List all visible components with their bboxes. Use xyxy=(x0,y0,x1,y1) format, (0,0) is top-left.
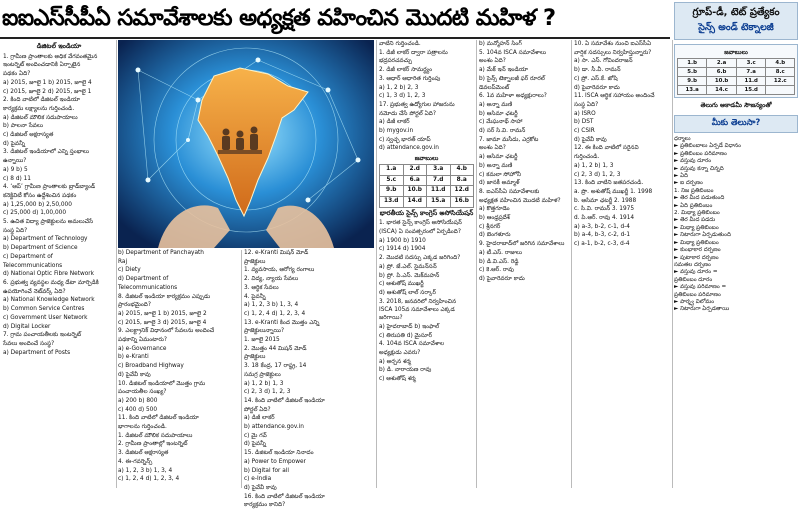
text-line: ► వస్తువు దూరం = xyxy=(674,269,718,276)
text-line: d) Digital Locker xyxy=(3,323,51,330)
answer-cell: 7.a xyxy=(736,68,766,77)
answer-cell: 1.a xyxy=(380,164,404,175)
text-line: d) పైవన్నీ xyxy=(3,140,26,147)
text-line: a) 1, 2 b) 2, 3 xyxy=(379,84,419,91)
text-line: b) Department of Panchayath xyxy=(118,250,204,256)
question-list xyxy=(244,250,374,510)
text-line: b) మన్మోహన్‌ సింగ్‌ xyxy=(479,41,522,47)
section-heading: డిజిటల్‌ ఇండియా xyxy=(36,42,82,50)
text-line: a) ఆసిమా ఛటర్జీ xyxy=(479,154,518,161)
text-line: ► తెర మీద పడదు xyxy=(674,217,716,224)
answer-cell: 1.b xyxy=(678,59,707,68)
headline: ఐఐఎస్‌సీపీఏ సమావేశాలకు అధ్యక్షత వహించిన మొదటి మహిళ ? xyxy=(2,5,556,31)
text-line: పంచాయతీల సంఖ్య? xyxy=(118,389,167,396)
column-divider xyxy=(116,40,117,488)
text-line: 7. జామా మసీదు, ఎర్రకోట xyxy=(479,136,539,143)
text-line: అంశం ఏది? xyxy=(479,145,506,152)
text-line: c) డిజిటల్‌ అక్షరాస్యత xyxy=(3,132,54,139)
section-title: సైన్స్‌ అండ్‌ టెక్నాలజీ xyxy=(698,22,774,33)
text-line: 1. గ్రామీణ ప్రాంతాలకు అధిక వేగవంతమైన xyxy=(3,53,98,60)
question-list xyxy=(379,41,474,153)
text-line: 4. ఈ-గవర్నెన్స్‌ xyxy=(118,458,153,465)
text-line: a) e-Governance xyxy=(118,345,167,352)
text-line: c) 1, 2, 4 d) 1, 2, 3, 4 xyxy=(244,310,306,317)
column-4 xyxy=(379,41,474,488)
text-line: 3. ఆధార్‌ ఆధారిత గుర్తింపు xyxy=(379,75,441,82)
answers-box xyxy=(674,44,798,98)
text-line: b) డి.వి.ఎస్‌. రెడ్డి xyxy=(479,258,519,265)
text-line: ఉన్నాయి? xyxy=(3,158,27,165)
text-line: b) ప్రో. పి.ఎస్‌. మెక్‌మహన్‌ xyxy=(379,272,440,279)
text-line: ► వస్తువు కన్నా చిన్నది xyxy=(674,165,724,172)
answer-grid xyxy=(379,164,474,208)
text-line: a) a-3, b-2, c-1, d-4 xyxy=(574,223,630,230)
text-line: d) attendance.gov.in xyxy=(379,145,439,152)
text-line: a) 1, 2, 3 b) 1, 3, 4 xyxy=(244,302,299,309)
text-line: b. ఆసిమా ఛటర్జీ 2. 1988 xyxy=(574,197,637,204)
text-line: b) Common Service Centres xyxy=(3,306,85,313)
column-divider xyxy=(672,40,673,488)
text-line: 3. డిజిటల్‌ ఇండియాలో ఎన్ని స్తంభాలు xyxy=(3,149,90,156)
text-line: Telecommunications xyxy=(118,284,178,291)
text-line: ► పుటాకార దర్పణం xyxy=(674,254,719,261)
section-subtitle: గ్రూప్‌-డీ, టెట్‌ ప్రత్యేకం xyxy=(692,7,780,18)
text-line: d) National Optic Fibre Network xyxy=(3,271,95,278)
text-line: b) a-4, b-3, c-2, d-1 xyxy=(574,232,631,239)
text-line: c) Broadband Highway xyxy=(118,363,184,370)
text-line: a) అర్చన శర్మ xyxy=(379,358,411,365)
text-line: a) సా. ఎస్‌. గోవిందరాజన్‌ xyxy=(574,58,633,65)
text-line: a) 200 b) 800 xyxy=(118,397,158,404)
text-line: ప్రాజెక్టులు xyxy=(244,354,266,361)
answer-cell: 8.a xyxy=(450,175,474,186)
text-line: b) అన్నా మణి xyxy=(479,162,513,169)
text-line: c) కమలా సోహోనీ xyxy=(479,171,521,178)
text-line: 7. గ్రామ పంచాయతీలకు ఇంటర్నెట్‌ xyxy=(3,332,82,339)
digital-india-illustration xyxy=(118,40,374,248)
text-line: 9. ఎలక్ట్రానిక్‌ విధానంలో సేవలను అందించే xyxy=(118,328,215,335)
text-line: b) ఆసిమా ఛటర్జీ xyxy=(479,110,518,117)
text-line: c) తిరుపతి d) మైసూర్‌ xyxy=(379,332,433,339)
text-line: c) శ్రీనగర్‌ xyxy=(479,223,501,230)
text-line: a) కొత్తగూడెం xyxy=(479,206,510,213)
answer-cell: 16.b xyxy=(450,196,474,207)
column-5 xyxy=(479,41,569,488)
text-line: కనెక్టివిటీ కోసం ఉద్దేశించిన పథకం xyxy=(3,192,77,199)
text-line: b) ఆంధ్రప్రదేశ్‌ xyxy=(479,215,510,222)
text-line: Telecommunications xyxy=(3,262,63,269)
text-line: ISCA 105వ సమావేశాలు ఎక్కడ జరిగాయి? xyxy=(379,307,455,322)
text-line: a. ప్రొ. అశుతోష్‌ ముఖర్జీ 1. 1998 xyxy=(574,188,653,195)
text-line: b) DST xyxy=(574,119,594,126)
text-line: d) పైవేవీ కావు xyxy=(574,136,607,143)
column-divider xyxy=(241,250,242,488)
text-line: c) ప్రో. ఎస్‌.కే. జోషి xyxy=(574,75,618,82)
column-3 xyxy=(244,250,374,509)
text-line: 1. నిజ ప్రతిబింబం xyxy=(674,187,714,194)
answer-cell: 8.c xyxy=(766,68,795,77)
text-line: 3. ఆర్థిక సేవలు xyxy=(244,284,279,291)
text-line: c) Diety xyxy=(118,267,141,274)
text-line: c) CSIR xyxy=(574,128,595,135)
text-line: 3. 2018, జనవరిలో నిర్వహించిన xyxy=(379,298,457,305)
answer-cell: 6.a xyxy=(403,175,427,186)
text-line: c) a-1, b-2, c-3, d-4 xyxy=(574,241,630,248)
answer-row xyxy=(380,164,474,175)
text-line: c) 1, 3 d) 1, 2, 3 xyxy=(379,93,426,100)
text-line: అంశం ఏది? xyxy=(479,58,506,65)
text-line: 8. డిజిటల్‌ ఇండియా కార్యక్రమం ఎప్పుడు xyxy=(118,293,211,300)
text-line: d) పైవన్నీ xyxy=(244,441,267,448)
text-line: 1. జూలై 2015 xyxy=(244,337,280,344)
text-line: b) Department of Science xyxy=(3,245,78,252)
text-line: a) 1,25,000 b) 2,50,000 xyxy=(3,201,72,208)
text-line: సంస్థ ఏది? xyxy=(574,101,599,108)
text-line: 4. 104వ ISCA సమావేశాల xyxy=(379,341,445,348)
text-line: a) 2015, జూలై 1 b) 2015, జూలై 4 xyxy=(3,79,92,86)
text-line: (ISCA) ఏ సంవత్సరంలో ఏర్పడింది? xyxy=(379,229,461,236)
text-line: b) mygov.in xyxy=(379,128,414,135)
text-line: a) డిజీ లాకర్‌ xyxy=(379,119,410,126)
text-line: 11. ISCA ఆర్థిక సహాయం అందించే xyxy=(574,93,655,100)
text-line: 2. మిథ్యా ప్రతిబింబం xyxy=(674,210,720,217)
text-line: 5. ఉచిత విద్యా ప్రాజెక్టులను అమలుచేసే xyxy=(3,219,94,226)
did-you-know-title: మీకు తెలుసా? xyxy=(674,115,798,133)
text-line: a) Department of Posts xyxy=(3,349,71,356)
text-line: సేవలు అందించే సంస్థ? xyxy=(3,340,55,347)
text-line: a) National Knowledge Network xyxy=(3,297,95,304)
text-line: a) ISRO xyxy=(574,110,596,117)
answer-cell: 3.c xyxy=(736,59,766,68)
answer-row xyxy=(380,196,474,207)
answer-cell: 5.c xyxy=(380,175,404,186)
text-line: 2. విద్య, న్యాయ సేవలు xyxy=(244,276,299,283)
answer-cell: 10.b xyxy=(707,77,737,86)
text-line: 12. e-Kranti మిషన్‌ మోడ్‌ xyxy=(244,250,309,256)
text-line: d) పైవేవీ కావు xyxy=(118,371,151,378)
text-line: c) మై గవ్‌ xyxy=(244,432,267,439)
answer-grid xyxy=(677,58,795,95)
text-line: 10. ఏ సమావేశం నుంచి ఐఎస్‌సీఏ xyxy=(574,41,652,47)
text-line: 13. కింది వాటిని జతపరచండి. xyxy=(574,180,644,187)
text-line: ధర్మాలు xyxy=(674,136,691,142)
text-line: సమతల దర్పణం xyxy=(674,261,711,268)
text-line: a) 1, 2 b) 1, 3 xyxy=(244,380,284,387)
text-line: c) 1, 2, 4 d) 1, 2, 3, 4 xyxy=(118,476,180,483)
answer-row xyxy=(380,186,474,197)
text-line: c) 1914 d) 1904 xyxy=(379,246,426,253)
text-line: a) అన్నా మణి xyxy=(479,101,513,108)
text-line: 2. మొత్తం 44 మిషన్‌ మోడ్‌ xyxy=(244,345,307,352)
text-line: 6. 1వ మహిళా అధ్యక్షురాలు? xyxy=(479,93,547,100)
text-line: Raj xyxy=(118,258,128,265)
text-line: నమోదు చేసే పోర్టల్‌ ఏది? xyxy=(379,110,436,117)
answer-cell: 13.a xyxy=(678,86,707,95)
text-line: c) స్వచ్ఛ భారత్‌ యాప్‌ xyxy=(379,136,431,143)
text-line: d) బెంగళూరు xyxy=(479,232,511,239)
text-line: ► వస్తువు పరిమాణం = xyxy=(674,284,727,291)
text-line: ► నిటారుగా ఏర్పడుతుంది xyxy=(674,232,731,239)
text-line: a) ప్రో. జే.ఎల్‌. సైమన్‌సన్‌ xyxy=(379,263,437,270)
text-line: 6. ప్రభుత్వ వ్యవస్థల మధ్య డేటా మార్పిడికి xyxy=(3,279,99,286)
text-line: a) హైదరాబాద్‌ b) ఇంఫాల్‌ xyxy=(379,323,440,330)
text-line: c) 2015, జూలై 3 d) 2015, జూలై 4 xyxy=(118,319,207,326)
question-list xyxy=(118,250,240,484)
text-line: వాటిని గుర్తించండి. xyxy=(379,41,421,47)
text-line: c) మేఘనాథ్‌ సాహా xyxy=(479,119,523,126)
answer-cell: 13.d xyxy=(380,196,404,207)
text-line: పోర్టల్‌ ఏది? xyxy=(244,406,271,413)
text-line: ► ప్రతిబింబాలు ఏర్పడే విధానం xyxy=(674,143,742,150)
india-map-network-icon xyxy=(118,40,374,248)
answer-cell: 4.b xyxy=(450,164,474,175)
text-line: ప్రాజెక్టులు xyxy=(244,258,266,265)
answer-cell: 4.b xyxy=(766,59,795,68)
text-line: 11. కింది వాటిలో డిజిటల్‌ ఇండియా xyxy=(118,415,199,422)
answer-cell: 14.d xyxy=(403,196,427,207)
text-line: ► వస్తువు దూరం xyxy=(674,158,712,165)
text-line: ► నిటారుగా ఏర్పడతాయి xyxy=(674,306,730,313)
text-line: ► కుంభాకార దర్పణం xyxy=(674,247,721,254)
text-line: d) ఆశుతోష్‌ లాల్‌ సర్కార్‌ xyxy=(379,289,436,296)
answers-title: జవాబులు xyxy=(414,155,439,163)
text-line: c) ఆశుతోష్‌ ముఖర్జీ xyxy=(379,281,424,288)
text-line: c) ఆశుతోష్‌ శర్మ xyxy=(379,376,416,383)
text-line: c) Government User Network xyxy=(3,314,88,321)
text-line: 12. ఈ కింది వాటిలో సరైనవి xyxy=(574,145,639,152)
answer-cell: 12.d xyxy=(450,186,474,197)
text-line: a) Power to Empower xyxy=(244,458,306,465)
column-divider xyxy=(376,40,377,488)
text-line: 8. ఐఎస్‌సీఏ సమావేశాలకు xyxy=(479,188,540,195)
text-line: ప్రాజెక్టులున్నాయి? xyxy=(244,328,285,335)
header-rule xyxy=(0,37,670,39)
text-line: a) 2015, జూలై 1 b) 2015, జూలై 2 xyxy=(118,310,207,317)
answer-row xyxy=(678,68,795,77)
text-line: a) డిజిటల్‌ మౌలిక సదుపాయాలు xyxy=(3,114,78,121)
answer-cell: 3.a xyxy=(427,164,451,175)
text-line: b) డా. సీ.వీ. రామన్‌ xyxy=(574,67,621,74)
answer-cell: 11.d xyxy=(736,77,766,86)
column-6 xyxy=(574,41,671,488)
answer-cell: 10.b xyxy=(403,186,427,197)
text-line: a) 1900 b) 1910 xyxy=(379,237,426,244)
answer-cell: 15.d xyxy=(736,86,766,95)
text-line: 4. పైవన్నీ xyxy=(244,293,266,300)
text-line: ఇంటర్నెట్‌ అందించడానికి ఏర్పాటైన xyxy=(3,62,81,69)
text-line: a) 1, 2 b) 1, 3 xyxy=(574,162,614,169)
answer-cell: 6.b xyxy=(707,68,737,77)
facts-list xyxy=(674,136,798,314)
text-line: ప్రతిబింబం దూరం xyxy=(674,276,713,283)
text-line: c) 400 d) 500 xyxy=(118,406,158,413)
text-line: ► ఐ దర్పణం xyxy=(674,180,703,187)
text-line: d) పైవారెవరూ కాదు xyxy=(479,275,525,282)
text-line: ► ఏది ప్రతిబింబం xyxy=(674,202,713,209)
answer-cell: 11.d xyxy=(427,186,451,197)
text-line: a) 1, 2, 3 b) 1, 3, 4 xyxy=(118,467,173,474)
text-line: ► మిథ్యా ప్రతిబింబం xyxy=(674,224,719,231)
text-line: 2. గ్రామీణ ప్రాంతాల్లో ఇంటర్నెట్‌ xyxy=(118,441,188,448)
text-line: కార్యక్రమ లక్ష్యాలను గుర్తించండి. xyxy=(3,105,75,112)
text-line: సంస్థ ఏది? xyxy=(3,227,28,234)
text-line: 5. 104వ ISCA సమావేశాలు xyxy=(479,49,547,56)
answer-cell xyxy=(766,86,795,95)
text-line: c) కె.ఆర్‌. రావు xyxy=(479,267,514,274)
text-line: అధ్యక్షత వహించిన మొదటి మహిళ? xyxy=(479,197,561,204)
text-line: b) పాలనా సేవలు xyxy=(3,123,44,130)
text-line: ► పార్శ్వ విలోమం xyxy=(674,298,715,305)
courtesy-line: తెలుగు అకాడమీ సౌజన్యంతో xyxy=(700,102,772,109)
text-line: c) 8 d) 11 xyxy=(3,175,31,182)
text-line: ► తెర మీద పడుతుంది xyxy=(674,195,725,202)
question-list xyxy=(574,41,671,249)
answer-row xyxy=(678,77,795,86)
text-line: ప్రారంభమైంది? xyxy=(118,302,151,309)
text-line: 10. డిజిటల్‌ ఇండియాలో మొత్తం గ్రామ xyxy=(118,380,206,387)
text-line: b) Digital for all xyxy=(244,467,290,474)
text-line: గుర్తించండి. xyxy=(574,154,600,161)
text-line: 4. ‘ఆప్‌’ గ్రామీణ ప్రాంతాలకు బ్రాడ్‌బ్యాండ్‌ xyxy=(3,184,96,191)
text-line: d) సర్‌ సి.వి. రామన్‌ xyxy=(479,128,526,135)
text-line: b) సైన్స్‌ టెక్నాలజీ ఫర్‌ రూరల్‌ xyxy=(479,75,545,82)
text-line: a) డిజీ లాకర్‌ xyxy=(244,415,275,422)
column-1 xyxy=(3,41,115,488)
section-header-box xyxy=(674,2,798,40)
text-line: 1. డిజీ లాకర్‌ ద్వారా పత్రాలను xyxy=(379,49,448,56)
answer-cell: 12.c xyxy=(766,77,795,86)
text-line: 13. e-Kranti కింద మొత్తం ఎన్ని xyxy=(244,319,320,326)
text-line: ఉపయోగించే నెట్‌వర్క్‌ ఏది? xyxy=(3,288,66,295)
answer-cell: 9.b xyxy=(380,186,404,197)
text-line: b) attendance.gov.in xyxy=(244,424,304,431)
text-line: ► ప్రతిబింబం పరిమాణం xyxy=(674,150,727,157)
text-line: భాగాలను గుర్తించండి. xyxy=(118,424,167,431)
text-line: 1. భారత సైన్స్‌ కాంగ్రెస్‌ అసోసియేషన్‌ xyxy=(379,220,462,227)
text-line: a) Department of Technology xyxy=(3,236,88,243)
text-line: కార్యక్రమం కానిది? xyxy=(244,502,286,509)
text-line: a) 9 b) 5 xyxy=(3,166,28,173)
answer-cell: 7.d xyxy=(427,175,451,186)
answer-cell: 15.a xyxy=(427,196,451,207)
text-line: సమగ్ర ప్రాజెక్టులు xyxy=(244,371,281,378)
text-line: అధ్యక్షుడు ఎవరు? xyxy=(379,349,421,356)
text-line: పథకాన్ని ఏమంటారు? xyxy=(118,337,167,344)
answer-row xyxy=(678,59,795,68)
answer-cell: 2.d xyxy=(403,164,427,175)
answer-row xyxy=(678,86,795,95)
text-line: d) పైవారెవరూ కాదు xyxy=(574,84,620,91)
text-line: ► ఏది xyxy=(674,173,689,180)
text-line: 1. వ్యవసాయ, ఆరోగ్య రంగాలు xyxy=(244,267,315,274)
text-line: c) 2015, జూలై 2 d) 2015, జూలై 1 xyxy=(3,88,92,95)
text-line: 3. 18 కేంద్ర, 17 రాష్ట్ర, 14 xyxy=(244,363,307,370)
text-line: c) e-India xyxy=(244,476,272,483)
text-line: d) జానకీ అమ్మాళ్‌ xyxy=(479,180,520,187)
right-column xyxy=(674,44,798,314)
answers-title: జవాబులు xyxy=(724,49,748,56)
text-line: d) Department of xyxy=(118,276,169,283)
text-line: 3. డిజిటల్‌ అక్షరాస్యత xyxy=(118,450,169,457)
text-line: ► మిథ్యా ప్రతిబింబం xyxy=(674,239,719,246)
answer-cell: 9.b xyxy=(678,77,707,86)
text-line: డెవలప్‌మెంట్‌ xyxy=(479,84,510,91)
column-2 xyxy=(118,250,240,488)
text-line: d) పైవేవీ కావు xyxy=(244,484,277,491)
text-line: ప్రతిబింబం పరిమాణం xyxy=(674,291,721,298)
text-line: c) 2, 3 d) 1, 2, 3 xyxy=(574,171,621,178)
question-list xyxy=(3,54,115,358)
text-line: 2. కింది వాటిలో డిజిటల్‌ ఇండియా xyxy=(3,97,81,104)
text-line: a) టీ.ఎస్‌. రాజులు xyxy=(479,249,523,256)
text-line: b) డి. నారాయణ రావు xyxy=(379,367,432,374)
text-line: 9. హైదరాబాద్‌లో జరిగిన సమావేశాలు xyxy=(479,241,565,248)
text-line: b) e-Kranti xyxy=(118,354,149,361)
text-line: 16. కింది వాటిలో డిజిటల్‌ ఇండియా xyxy=(244,493,325,500)
text-line: వార్షిక సదస్సులు నిర్వహిస్తున్నారు? xyxy=(574,49,652,56)
section-heading: భారతీయ సైన్స్‌ కాంగ్రెస్‌ అసోసియేషన్‌ xyxy=(379,208,474,217)
text-line: 14. కింది వాటిలో డిజిటల్‌ ఇండియా xyxy=(244,397,325,404)
text-line: 2. డిజీ లాకర్‌ సామర్థ్యం xyxy=(379,67,433,74)
text-line: c) Department of xyxy=(3,253,53,260)
text-line: పథకం ఏది? xyxy=(3,71,31,78)
text-line: a) మేక్‌ ఇన్‌ ఇండియా xyxy=(479,67,529,74)
answer-cell: 2.a xyxy=(707,59,737,68)
text-line: 1. డిజిటల్‌ మౌలిక సదుపాయాలు xyxy=(118,432,193,439)
answer-cell: 14.c xyxy=(707,86,737,95)
column-divider xyxy=(571,40,572,488)
column-divider xyxy=(476,40,477,488)
text-line: 2. మొదటి సదస్సు ఎక్కడ జరిగింది? xyxy=(379,255,461,262)
text-line: c) 25,000 d) 1,00,000 xyxy=(3,210,67,217)
question-list xyxy=(479,41,569,284)
answer-row xyxy=(380,175,474,186)
text-line: 17. ప్రభుత్వ ఉద్యోగుల హాజరును xyxy=(379,101,455,108)
question-list xyxy=(379,220,474,383)
text-line: c. సి.వి. రామన్‌ 3. 1975 xyxy=(574,206,635,213)
text-line: 15. డిజిటల్‌ ఇండియా నినాదం xyxy=(244,450,314,457)
answer-cell: 5.b xyxy=(678,68,707,77)
text-line: భద్రపరచవచ్చు xyxy=(379,58,413,65)
text-line: d. పి.ఆర్‌. రావు 4. 1914 xyxy=(574,215,635,222)
text-line: c) 2, 3 d) 1, 2, 3 xyxy=(244,389,291,396)
